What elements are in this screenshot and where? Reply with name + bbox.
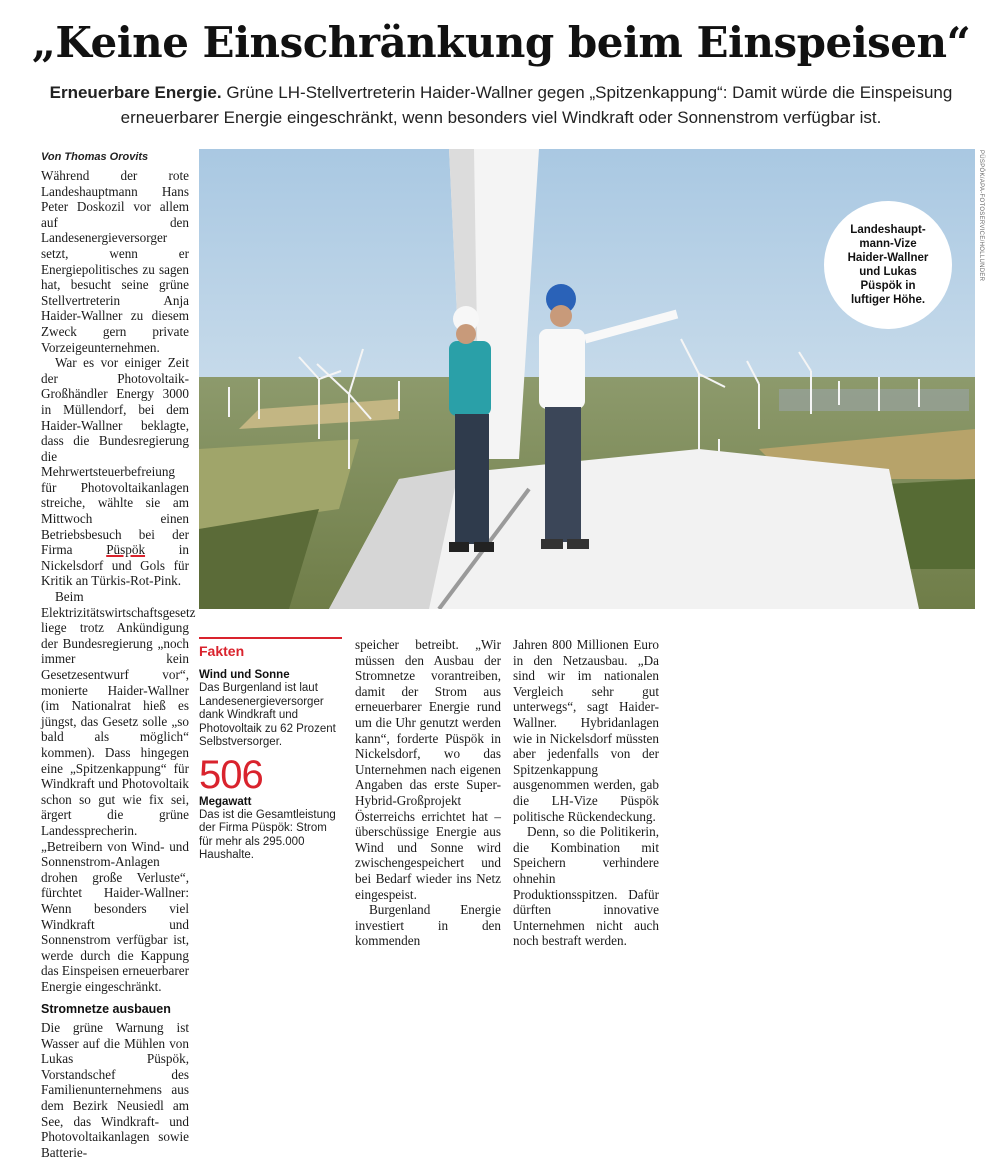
headline: „Keine Einschränkung beim Einspeisen“ bbox=[31, 18, 971, 67]
firm-name: Püspök bbox=[106, 542, 146, 558]
subheading: Stromnetze ausbauen bbox=[41, 1002, 171, 1017]
paragraph: Denn, so die Politikerin, die Kombination mit Speichern verhindere ohnehin Produktionsspitzen. Dafür dürften innovative Unternehmen nicht auch noch bestraft werden. bbox=[513, 824, 659, 949]
facts-label: Fakten bbox=[199, 643, 245, 659]
paragraph: War es vor einiger Zeit der Photovoltaik-Großhändler Energy 3000 in Müllendorf, bei dem Haider-Wallner beklagte, dass die Bundesregierung die Mehrwertsteuerbefreiung für Photovoltaikanlagen streiche, wählte sie am Mittwoch einen Betriebsbesuch bei der Firma Püspök in Nickelsdorf und Gols für Kritik an Türkis-Rot-Pink. bbox=[41, 355, 189, 589]
paragraph: speicher betreibt. „Wir müssen den Ausbau der Stromnetze vorantreiben, damit der Strom aus erneuerbarer Energie rund um die Uhr genutzt werden kann“, forderte Püspök in Nickelsdorf, wo das Unternehmen nach eigenen Angaben das erste Super-Hybrid-Großprojekt Österreichs errichtet hat – überschüssige Energie aus Wind und Sonne wird zwischengespeichert und bei Bedarf wieder ins Netz eingespeist. bbox=[355, 637, 501, 902]
caption-text: Landeshaupt- mann-Vize Haider-Wallner und Lukas Püspök in luftiger Höhe. bbox=[847, 224, 929, 306]
lead-label: Erneuerbare Energie. bbox=[49, 83, 222, 102]
photo-credit: PÜSPÖK/APA-FOTOSERVICE/HOLLUNDER bbox=[978, 150, 984, 282]
paragraph: Während der rote Landeshauptmann Hans Peter Doskozil vor allem auf den Landesenergieversorger setzt, wenn er Energiepolitisches zu sagen hat, besucht seine grüne Stellvertreterin Anja Haider-Wallner zu diesem Zweck gern private Vorzeigeunternehmen. bbox=[41, 168, 189, 355]
article-column-1 bbox=[41, 168, 196, 1160]
byline: Von Thomas Orovits bbox=[41, 151, 149, 163]
facts-box bbox=[199, 637, 342, 863]
article-column-3 bbox=[513, 637, 659, 949]
lead-text: Grüne LH-Stellvertreterin Haider-Wallner gegen „Spitzenkappung“: Damit würde die Einspeisung erneuerbarer Energie eingeschränkt, wenn besonders viel Windkraft oder Sonnenstrom verfügbar ist. bbox=[120, 83, 953, 127]
paragraph: Beim Elektrizitätswirtschaftsgesetz liege trotz Ankündigung der Bundesregierung „noch immer kein Gesetzesentwurf vor“, monierte Haider-Wallner (im Nationalrat hieß es jüngst, das Gesetz solle „so bald als möglich“ kommen). Dass hingegen eine „Spitzenkappung“ für Windkraft und Photovoltaik schon so gut wie fix sei, ärgert die grüne Landessprecherin. „Betreibern von Wind- und Sonnenstrom-Anlagen drohen große Verluste“, fürchtet Haider-Wallner: Wenn besonders viel Windkraft und Sonnenstrom verfügbar ist, werde durch die Kappung das Einspeisen erneuerbarer Energie eingeschränkt. bbox=[41, 589, 196, 994]
facts-text: Das Burgenland ist laut Landesenergieversorger dank Windkraft und Photovoltaik zu 62 Prozent Selbstversorger. bbox=[199, 682, 336, 748]
facts-unit: Megawatt bbox=[199, 795, 252, 808]
lead-paragraph bbox=[40, 80, 962, 130]
article-column-2 bbox=[355, 637, 501, 949]
facts-text: Das ist die Gesamtleistung der Firma Püspök: Strom für mehr als 295.000 Haushalte. bbox=[199, 808, 336, 861]
facts-number: 506 bbox=[199, 752, 263, 797]
facts-heading: Wind und Sonne bbox=[199, 669, 290, 681]
facts-rule bbox=[199, 637, 342, 639]
paragraph: Jahren 800 Millionen Euro in den Netzausbau. „Da sind wir im nationalen Vergleich sehr gut unterwegs“, sagt Haider-Wallner. Hybridanlagen wie in Nickelsdorf müssten aber jedenfalls von der Spitzenkappung ausgenommen werden, gab die LH-Vize Püspök politische Rückendeckung. bbox=[513, 637, 659, 824]
paragraph: Burgenland Energie investiert in den kommenden bbox=[355, 902, 501, 949]
paragraph: Die grüne Warnung ist Wasser auf die Mühlen von Lukas Püspök, Vorstandschef des Familienunternehmens aus dem Bezirk Neusiedl am See, das Windkraft- und Photovoltaikanlagen sowie Batterie- bbox=[41, 1020, 189, 1160]
photo-caption bbox=[824, 201, 952, 329]
